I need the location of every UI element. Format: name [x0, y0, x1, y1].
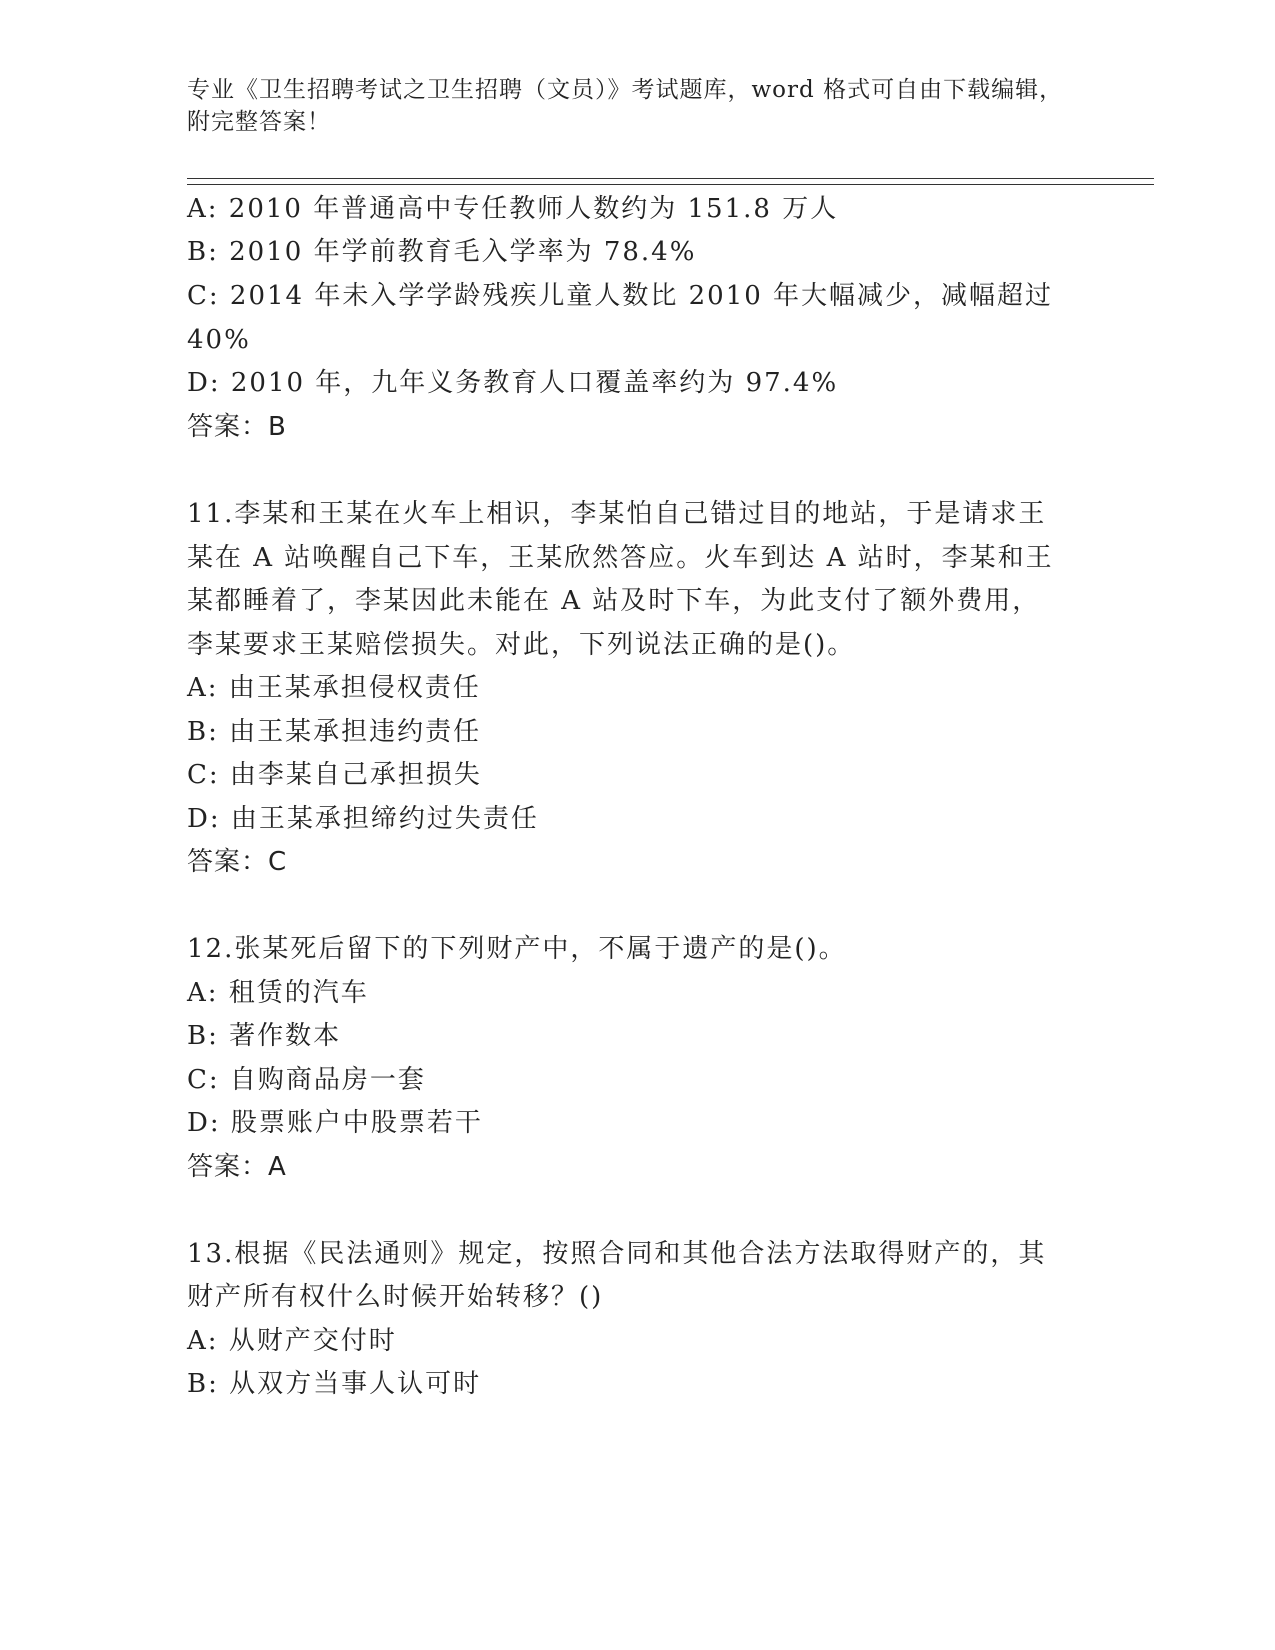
document-header: 专业《卫生招聘考试之卫生招聘（文员）》考试题库，word 格式可自由下载编辑，附完整答案！ — [187, 77, 1064, 135]
q12-option-b: B: 著作数本 — [187, 1021, 342, 1051]
q11-option-c: C: 由李某自己承担损失 — [187, 760, 482, 790]
q10-option-b: B: 2010 年学前教育毛入学率为 78.4% — [187, 237, 697, 267]
q13-option-a: A: 从财产交付时 — [187, 1326, 397, 1356]
q11-stem-line-3: 某都睡着了，李某因此未能在 A 站及时下车，为此支付了额外费用， — [187, 586, 1041, 616]
q10-option-c-continued: 40% — [187, 325, 251, 355]
header-divider-top — [187, 178, 1154, 179]
q13-option-b: B: 从双方当事人认可时 — [187, 1369, 482, 1399]
q11-stem-line-1: 11.李某和王某在火车上相识，李某怕自己错过目的地站，于是请求王 — [187, 499, 1047, 529]
q11-stem-line-2: 某在 A 站唤醒自己下车，王某欣然答应。火车到达 A 站时，李某和王 — [187, 543, 1054, 573]
header-divider-bottom — [187, 184, 1154, 185]
q10-option-a: A: 2010 年普通高中专任教师人数约为 151.8 万人 — [187, 194, 839, 224]
q10-option-c: C: 2014 年未入学学龄残疾儿童人数比 2010 年大幅减少，减幅超过 — [187, 281, 1054, 311]
q11-option-d: D: 由王某承担缔约过失责任 — [187, 804, 539, 834]
q13-stem-line-1: 13.根据《民法通则》规定，按照合同和其他合法方法取得财产的，其 — [187, 1239, 1047, 1269]
q10-option-d: D: 2010 年，九年义务教育人口覆盖率约为 97.4% — [187, 368, 839, 398]
q11-stem-line-4: 李某要求王某赔偿损失。对此，下列说法正确的是()。 — [187, 630, 856, 660]
q12-answer: 答案：A — [187, 1152, 287, 1182]
q12-option-c: C: 自购商品房一套 — [187, 1065, 426, 1095]
q10-answer: 答案：B — [187, 412, 287, 442]
q12-stem: 12.张某死后留下的下列财产中，不属于遗产的是()。 — [187, 934, 847, 964]
q11-answer: 答案：C — [187, 847, 288, 877]
q11-option-b: B: 由王某承担违约责任 — [187, 717, 482, 747]
q12-option-d: D: 股票账户中股票若干 — [187, 1108, 483, 1138]
q11-option-a: A: 由王某承担侵权责任 — [187, 673, 481, 703]
q12-option-a: A: 租赁的汽车 — [187, 978, 369, 1008]
q13-stem-line-2: 财产所有权什么时候开始转移？() — [187, 1282, 604, 1312]
